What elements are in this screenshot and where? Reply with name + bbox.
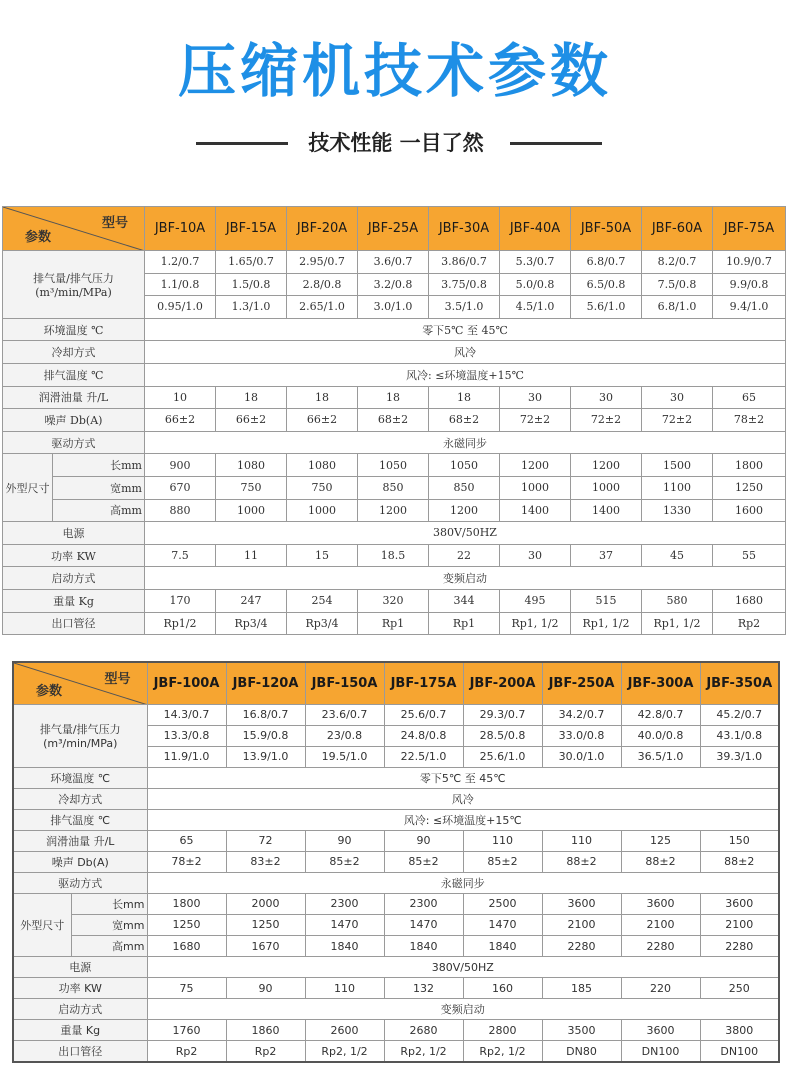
width-value: 1470: [384, 914, 463, 935]
outlet-row: [3, 612, 786, 635]
height-label: 高mm: [71, 936, 147, 957]
model-header: JBF-150A: [305, 662, 384, 704]
length-value: 3600: [542, 893, 621, 914]
length-value: 2500: [463, 893, 542, 914]
exhaust-temp-value: 风冷: ≤环境温度+15℃: [145, 363, 786, 386]
flow-value: 6.8/1.0: [642, 296, 713, 319]
length-label: 长mm: [53, 454, 145, 477]
oil-value: 125: [621, 830, 700, 851]
outlet-value: Rp1/2: [145, 612, 216, 635]
oil-value: 18: [287, 386, 358, 409]
power-value: 110: [305, 978, 384, 999]
power-value: 220: [621, 978, 700, 999]
outlet-value: Rp2, 1/2: [305, 1041, 384, 1062]
model-header: JBF-350A: [700, 662, 779, 704]
dimension-row: [13, 914, 779, 935]
noise-value: 78±2: [713, 409, 786, 432]
start-mode-value: 变频启动: [145, 567, 786, 590]
flow-value: 40.0/0.8: [621, 725, 700, 746]
ambient-temp-row: [3, 318, 786, 341]
weight-value: 320: [358, 589, 429, 612]
length-value: 3600: [621, 893, 700, 914]
width-value: 1470: [305, 914, 384, 935]
size-label: 外型尺寸: [3, 454, 53, 522]
noise-value: 72±2: [500, 409, 571, 432]
flow-value: 23.6/0.7: [305, 704, 384, 725]
drive-label: 驱动方式: [3, 431, 145, 454]
flow-value: 22.5/1.0: [384, 746, 463, 767]
flow-value: 25.6/1.0: [463, 746, 542, 767]
exhaust-temp-row: [13, 809, 779, 830]
noise-value: 78±2: [147, 851, 226, 872]
oil-value: 110: [542, 830, 621, 851]
oil-label: 润滑油量 升/L: [3, 386, 145, 409]
noise-value: 88±2: [621, 851, 700, 872]
flow-value: 13.3/0.8: [147, 725, 226, 746]
height-value: 2280: [542, 936, 621, 957]
model-header: JBF-50A: [571, 207, 642, 251]
height-value: 1400: [500, 499, 571, 522]
flow-label-line1: 排气量/排气压力: [33, 271, 114, 285]
oil-value: 30: [500, 386, 571, 409]
flow-row: [3, 251, 786, 274]
flow-value: 13.9/1.0: [226, 746, 305, 767]
width-value: 2100: [542, 914, 621, 935]
model-header: JBF-30A: [429, 207, 500, 251]
outlet-value: DN100: [700, 1041, 779, 1062]
weight-value: 1680: [713, 589, 786, 612]
width-value: 1000: [500, 476, 571, 499]
flow-value: 25.6/0.7: [384, 704, 463, 725]
oil-row: [13, 830, 779, 851]
flow-value: 34.2/0.7: [542, 704, 621, 725]
flow-value: 14.3/0.7: [147, 704, 226, 725]
header-row: [13, 662, 779, 704]
oil-value: 30: [571, 386, 642, 409]
length-value: 1800: [147, 893, 226, 914]
drive-value: 永磁同步: [145, 431, 786, 454]
exhaust-temp-label: 排气温度 ℃: [13, 809, 147, 830]
outlet-value: Rp2: [147, 1041, 226, 1062]
outlet-row: [13, 1041, 779, 1062]
height-value: 1330: [642, 499, 713, 522]
flow-value: 19.5/1.0: [305, 746, 384, 767]
power-value: 11: [216, 544, 287, 567]
power-source-value: 380V/50HZ: [145, 522, 786, 545]
oil-value: 110: [463, 830, 542, 851]
length-value: 1080: [216, 454, 287, 477]
model-header: JBF-250A: [542, 662, 621, 704]
exhaust-temp-row: [3, 363, 786, 386]
noise-value: 85±2: [463, 851, 542, 872]
length-value: 1200: [571, 454, 642, 477]
noise-label: 噪声 Db(A): [3, 409, 145, 432]
width-label: 宽mm: [71, 914, 147, 935]
flow-value: 3.6/0.7: [358, 251, 429, 274]
model-header: JBF-100A: [147, 662, 226, 704]
cooling-label: 冷却方式: [13, 788, 147, 809]
noise-label: 噪声 Db(A): [13, 851, 147, 872]
power-value: 250: [700, 978, 779, 999]
length-value: 1800: [713, 454, 786, 477]
outlet-label: 出口管径: [3, 612, 145, 635]
start-mode-label: 启动方式: [3, 567, 145, 590]
model-header: JBF-75A: [713, 207, 786, 251]
height-value: 1680: [147, 936, 226, 957]
drive-value: 永磁同步: [147, 872, 779, 893]
start-mode-row: [13, 999, 779, 1020]
flow-value: 6.8/0.7: [571, 251, 642, 274]
model-header: JBF-20A: [287, 207, 358, 251]
model-label: 型号: [101, 216, 128, 231]
power-value: 30: [500, 544, 571, 567]
weight-value: 170: [145, 589, 216, 612]
flow-value: 1.3/1.0: [216, 296, 287, 319]
flow-value: 3.75/0.8: [429, 273, 500, 296]
model-header: JBF-120A: [226, 662, 305, 704]
oil-value: 30: [642, 386, 713, 409]
flow-value: 3.0/1.0: [358, 296, 429, 319]
weight-value: 580: [642, 589, 713, 612]
outlet-value: Rp2: [226, 1041, 305, 1062]
ambient-temp-label: 环境温度 ℃: [3, 318, 145, 341]
power-source-label: 电源: [13, 957, 147, 978]
dimension-row: [13, 893, 779, 914]
cooling-label: 冷却方式: [3, 341, 145, 364]
outlet-value: Rp1, 1/2: [500, 612, 571, 635]
flow-row: [13, 704, 779, 725]
width-value: 1470: [463, 914, 542, 935]
outlet-label: 出口管径: [13, 1041, 147, 1062]
flow-label: [3, 251, 145, 319]
power-row: [13, 978, 779, 999]
flow-value: 10.9/0.7: [713, 251, 786, 274]
dimension-row: [3, 499, 786, 522]
weight-label: 重量 Kg: [13, 1020, 147, 1041]
start-mode-label: 启动方式: [13, 999, 147, 1020]
flow-value: 8.2/0.7: [642, 251, 713, 274]
noise-value: 72±2: [642, 409, 713, 432]
length-value: 900: [145, 454, 216, 477]
height-value: 1000: [216, 499, 287, 522]
dimension-row: [3, 476, 786, 499]
divider-left: [196, 142, 288, 145]
weight-value: 2600: [305, 1020, 384, 1041]
flow-value: 3.86/0.7: [429, 251, 500, 274]
power-value: 22: [429, 544, 500, 567]
model-header: JBF-300A: [621, 662, 700, 704]
noise-value: 68±2: [429, 409, 500, 432]
flow-value: 29.3/0.7: [463, 704, 542, 725]
flow-value: 42.8/0.7: [621, 704, 700, 725]
weight-label: 重量 Kg: [3, 589, 145, 612]
length-value: 1200: [500, 454, 571, 477]
flow-value: 7.5/0.8: [642, 273, 713, 296]
flow-label-line2: (m³/min/MPa): [43, 737, 118, 751]
outlet-value: Rp1: [358, 612, 429, 635]
length-value: 3600: [700, 893, 779, 914]
weight-value: 2680: [384, 1020, 463, 1041]
weight-value: 344: [429, 589, 500, 612]
length-value: 2000: [226, 893, 305, 914]
cooling-value: 风冷: [145, 341, 786, 364]
power-source-row: [3, 522, 786, 545]
length-label: 长mm: [71, 893, 147, 914]
weight-value: 3500: [542, 1020, 621, 1041]
height-value: 1670: [226, 936, 305, 957]
flow-value: 5.0/0.8: [500, 273, 571, 296]
flow-value: 9.4/1.0: [713, 296, 786, 319]
oil-value: 10: [145, 386, 216, 409]
drive-label: 驱动方式: [13, 872, 147, 893]
power-source-value: 380V/50HZ: [147, 957, 779, 978]
width-value: 1000: [571, 476, 642, 499]
weight-value: 515: [571, 589, 642, 612]
length-value: 2300: [384, 893, 463, 914]
weight-value: 495: [500, 589, 571, 612]
dimension-row: [3, 454, 786, 477]
flow-value: 43.1/0.8: [700, 725, 779, 746]
height-value: 880: [145, 499, 216, 522]
power-value: 15: [287, 544, 358, 567]
outlet-value: Rp1, 1/2: [642, 612, 713, 635]
flow-value: 1.5/0.8: [216, 273, 287, 296]
flow-value: 23/0.8: [305, 725, 384, 746]
flow-value: 36.5/1.0: [621, 746, 700, 767]
oil-value: 65: [713, 386, 786, 409]
height-value: 2280: [700, 936, 779, 957]
noise-value: 85±2: [305, 851, 384, 872]
width-value: 1100: [642, 476, 713, 499]
flow-value: 9.9/0.8: [713, 273, 786, 296]
weight-value: 254: [287, 589, 358, 612]
model-header: JBF-25A: [358, 207, 429, 251]
power-label: 功率 KW: [3, 544, 145, 567]
noise-value: 68±2: [358, 409, 429, 432]
oil-value: 150: [700, 830, 779, 851]
weight-row: [13, 1020, 779, 1041]
cooling-row: [13, 788, 779, 809]
model-label: 型号: [104, 672, 131, 687]
outlet-value: Rp2, 1/2: [384, 1041, 463, 1062]
params-label: 参数: [25, 230, 52, 245]
width-value: 850: [429, 476, 500, 499]
flow-value: 28.5/0.8: [463, 725, 542, 746]
noise-value: 88±2: [542, 851, 621, 872]
flow-label-line2: (m³/min/MPa): [35, 285, 112, 299]
width-value: 850: [358, 476, 429, 499]
drive-row: [3, 431, 786, 454]
model-header: JBF-10A: [145, 207, 216, 251]
width-value: 670: [145, 476, 216, 499]
noise-value: 66±2: [145, 409, 216, 432]
weight-value: 2800: [463, 1020, 542, 1041]
power-value: 45: [642, 544, 713, 567]
page-title: 压缩机技术参数: [177, 37, 612, 105]
height-label: 高mm: [53, 499, 145, 522]
oil-value: 18: [429, 386, 500, 409]
outlet-value: Rp3/4: [216, 612, 287, 635]
flow-value: 16.8/0.7: [226, 704, 305, 725]
start-mode-row: [3, 567, 786, 590]
power-source-row: [13, 957, 779, 978]
weight-value: 247: [216, 589, 287, 612]
ambient-temp-row: [13, 767, 779, 788]
ambient-temp-value: 零下5℃ 至 45℃: [147, 767, 779, 788]
flow-value: 45.2/0.7: [700, 704, 779, 725]
flow-value: 11.9/1.0: [147, 746, 226, 767]
ambient-temp-label: 环境温度 ℃: [13, 767, 147, 788]
flow-value: 6.5/0.8: [571, 273, 642, 296]
flow-value: 5.3/0.7: [500, 251, 571, 274]
noise-value: 66±2: [216, 409, 287, 432]
outlet-value: Rp2: [713, 612, 786, 635]
spec-table-2: [12, 661, 780, 1063]
flow-value: 33.0/0.8: [542, 725, 621, 746]
corner-header: [3, 207, 145, 251]
outlet-value: DN80: [542, 1041, 621, 1062]
drive-row: [13, 872, 779, 893]
oil-value: 72: [226, 830, 305, 851]
length-value: 1050: [358, 454, 429, 477]
oil-value: 18: [216, 386, 287, 409]
power-source-label: 电源: [3, 522, 145, 545]
noise-value: 85±2: [384, 851, 463, 872]
height-value: 1400: [571, 499, 642, 522]
flow-value: 5.6/1.0: [571, 296, 642, 319]
height-value: 1840: [463, 936, 542, 957]
oil-row: [3, 386, 786, 409]
cooling-row: [3, 341, 786, 364]
oil-value: 90: [384, 830, 463, 851]
flow-value: 2.65/1.0: [287, 296, 358, 319]
height-value: 1600: [713, 499, 786, 522]
size-label: 外型尺寸: [13, 893, 71, 956]
subtitle: 技术性能 一目了然: [308, 131, 484, 155]
noise-value: 83±2: [226, 851, 305, 872]
power-label: 功率 KW: [13, 978, 147, 999]
oil-value: 90: [305, 830, 384, 851]
length-value: 1080: [287, 454, 358, 477]
width-value: 1250: [713, 476, 786, 499]
flow-label-line1: 排气量/排气压力: [39, 723, 121, 737]
length-value: 1500: [642, 454, 713, 477]
power-value: 18.5: [358, 544, 429, 567]
height-value: 1200: [358, 499, 429, 522]
flow-value: 0.95/1.0: [145, 296, 216, 319]
width-value: 1250: [226, 914, 305, 935]
power-value: 185: [542, 978, 621, 999]
spec-table-1: [2, 206, 786, 635]
flow-value: 3.2/0.8: [358, 273, 429, 296]
weight-value: 1860: [226, 1020, 305, 1041]
noise-value: 66±2: [287, 409, 358, 432]
flow-value: 1.1/0.8: [145, 273, 216, 296]
noise-row: [3, 409, 786, 432]
oil-label: 润滑油量 升/L: [13, 830, 147, 851]
weight-row: [3, 589, 786, 612]
flow-value: 3.5/1.0: [429, 296, 500, 319]
ambient-temp-value: 零下5℃ 至 45℃: [145, 318, 786, 341]
noise-value: 88±2: [700, 851, 779, 872]
model-header: JBF-15A: [216, 207, 287, 251]
corner-header: [13, 662, 147, 704]
flow-value: 2.95/0.7: [287, 251, 358, 274]
outlet-value: Rp1, 1/2: [571, 612, 642, 635]
height-value: 1840: [384, 936, 463, 957]
power-value: 90: [226, 978, 305, 999]
power-value: 37: [571, 544, 642, 567]
oil-value: 18: [358, 386, 429, 409]
power-value: 75: [147, 978, 226, 999]
start-mode-value: 变频启动: [147, 999, 779, 1020]
width-label: 宽mm: [53, 476, 145, 499]
flow-value: 15.9/0.8: [226, 725, 305, 746]
height-value: 1840: [305, 936, 384, 957]
width-value: 1250: [147, 914, 226, 935]
subtitle-row: [0, 128, 790, 158]
width-value: 750: [216, 476, 287, 499]
flow-label: [13, 704, 147, 767]
oil-value: 65: [147, 830, 226, 851]
model-header: JBF-200A: [463, 662, 542, 704]
exhaust-temp-value: 风冷: ≤环境温度+15℃: [147, 809, 779, 830]
noise-value: 72±2: [571, 409, 642, 432]
power-row: [3, 544, 786, 567]
flow-value: 2.8/0.8: [287, 273, 358, 296]
flow-value: 1.2/0.7: [145, 251, 216, 274]
noise-row: [13, 851, 779, 872]
power-value: 55: [713, 544, 786, 567]
power-value: 7.5: [145, 544, 216, 567]
weight-value: 3800: [700, 1020, 779, 1041]
power-value: 132: [384, 978, 463, 999]
cooling-value: 风冷: [147, 788, 779, 809]
divider-right: [510, 142, 602, 145]
height-value: 1200: [429, 499, 500, 522]
outlet-value: DN100: [621, 1041, 700, 1062]
weight-value: 1760: [147, 1020, 226, 1041]
length-value: 2300: [305, 893, 384, 914]
model-header: JBF-60A: [642, 207, 713, 251]
height-value: 1000: [287, 499, 358, 522]
model-header: JBF-175A: [384, 662, 463, 704]
height-value: 2280: [621, 936, 700, 957]
outlet-value: Rp3/4: [287, 612, 358, 635]
params-label: 参数: [36, 683, 63, 699]
weight-value: 3600: [621, 1020, 700, 1041]
flow-value: 24.8/0.8: [384, 725, 463, 746]
flow-value: 39.3/1.0: [700, 746, 779, 767]
outlet-value: Rp1: [429, 612, 500, 635]
width-value: 2100: [621, 914, 700, 935]
model-header: JBF-40A: [500, 207, 571, 251]
width-value: 750: [287, 476, 358, 499]
power-value: 160: [463, 978, 542, 999]
flow-value: 1.65/0.7: [216, 251, 287, 274]
width-value: 2100: [700, 914, 779, 935]
exhaust-temp-label: 排气温度 ℃: [3, 363, 145, 386]
flow-value: 30.0/1.0: [542, 746, 621, 767]
outlet-value: Rp2, 1/2: [463, 1041, 542, 1062]
header-row: [3, 207, 786, 251]
flow-value: 4.5/1.0: [500, 296, 571, 319]
length-value: 1050: [429, 454, 500, 477]
dimension-row: [13, 936, 779, 957]
